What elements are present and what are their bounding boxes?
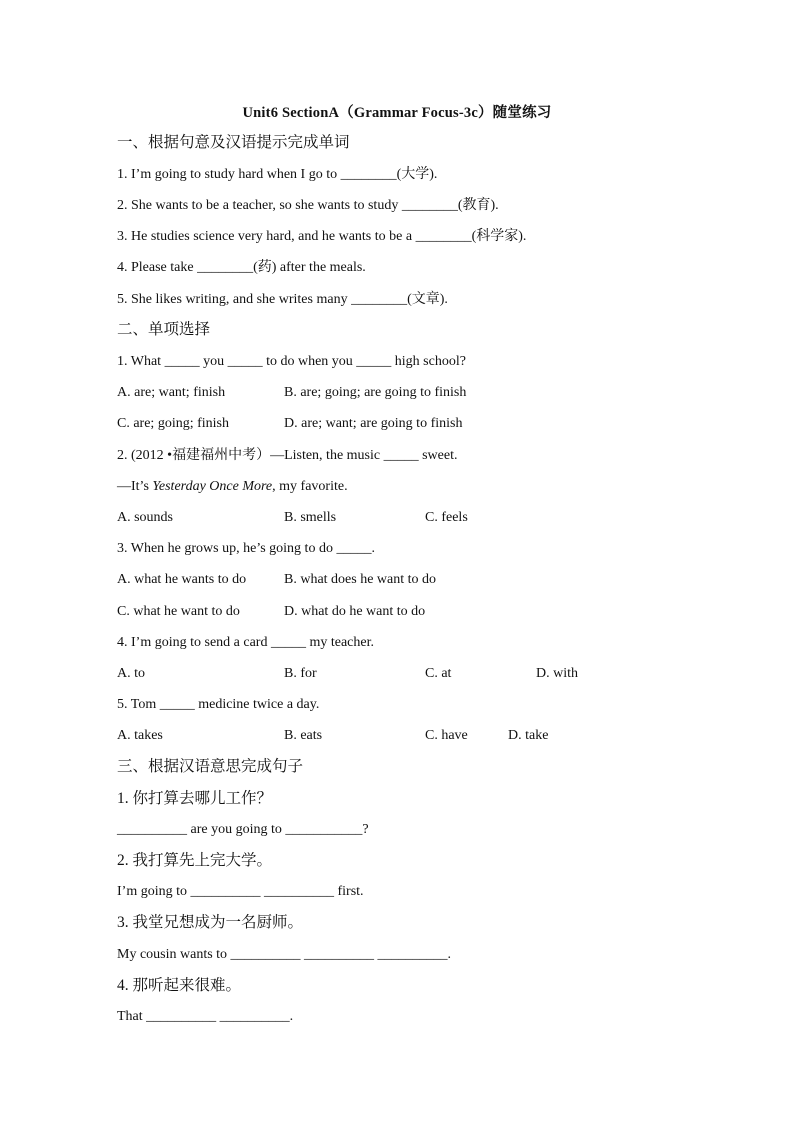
- section-heading-2: 二、单项选择: [117, 321, 211, 338]
- q4-stem: 4. I’m going to send a card _____ my teacher.: [117, 635, 374, 650]
- q5-option-b: B. eats: [284, 728, 323, 743]
- q5-option-d: D. take: [508, 728, 549, 743]
- p3-item-2-cn: 2. 我打算先上完大学。: [117, 852, 273, 869]
- q3-option-b: B. what does he want to do: [284, 572, 437, 587]
- p3-item-2-en: I’m going to __________ __________ first.: [117, 884, 364, 899]
- q1-option-a: A. are; want; finish: [117, 385, 226, 400]
- q3-stem: 3. When he grows up, he’s going to do _____.: [117, 541, 375, 556]
- q2-reply-pre: —It’s: [117, 479, 153, 494]
- p1-item-4: 4. Please take ________(药) after the meals.: [117, 260, 366, 275]
- q1-option-d: D. are; want; are going to finish: [284, 416, 463, 431]
- section-heading-3: 三、根据汉语意思完成句子: [117, 758, 304, 775]
- q2-option-b: B. smells: [284, 510, 337, 525]
- section-heading-1: 一、根据句意及汉语提示完成单词: [117, 134, 350, 151]
- page-title: Unit6 SectionA（Grammar Focus-3c）随堂练习: [242, 105, 552, 121]
- q5-stem: 5. Tom _____ medicine twice a day.: [117, 697, 320, 712]
- q2-stem: 2. (2012 •福建福州中考）—Listen, the music _____ sweet.: [117, 448, 458, 463]
- p1-item-2: 2. She wants to be a teacher, so she wants to study ________(教育).: [117, 198, 499, 213]
- q5-option-c: C. have: [425, 728, 468, 743]
- p1-item-5: 5. She likes writing, and she writes many ________(文章).: [117, 292, 448, 307]
- p3-item-3-en: My cousin wants to __________ __________ __________.: [117, 947, 452, 962]
- q1-option-b: B. are; going; are going to finish: [284, 385, 467, 400]
- p3-item-1-cn: 1. 你打算去哪儿工作？: [117, 790, 273, 807]
- p3-item-4-cn: 4. 那听起来很难。: [117, 977, 242, 994]
- p3-item-3-cn: 3. 我堂兄想成为一名厨师。: [117, 914, 304, 931]
- q3-option-a: A. what he wants to do: [117, 572, 247, 587]
- p1-item-1: 1. I’m going to study hard when I go to ________(大学).: [117, 167, 438, 182]
- q5-option-a: A. takes: [117, 728, 163, 743]
- q4-option-b: B. for: [284, 666, 317, 681]
- q1-stem: 1. What _____ you _____ to do when you _____ high school?: [117, 354, 466, 369]
- q4-option-c: C. at: [425, 666, 452, 681]
- q2-option-c: C. feels: [425, 510, 468, 525]
- p3-item-4-en: That __________ __________.: [117, 1009, 294, 1024]
- q2-option-a: A. sounds: [117, 510, 174, 525]
- q2-song-title: Yesterday Once More: [152, 479, 273, 494]
- p3-item-1-en: __________ are you going to ___________?: [117, 822, 369, 837]
- q2-reply: [117, 478, 348, 496]
- q4-option-d: D. with: [536, 666, 578, 681]
- q3-option-c: C. what he want to do: [117, 604, 240, 619]
- p1-item-3: 3. He studies science very hard, and he wants to be a ________(科学家).: [117, 229, 527, 244]
- q2-reply-post: , my favorite.: [272, 479, 348, 494]
- q3-option-d: D. what do he want to do: [284, 604, 426, 619]
- q4-option-a: A. to: [117, 666, 145, 681]
- q1-option-c: C. are; going; finish: [117, 416, 229, 431]
